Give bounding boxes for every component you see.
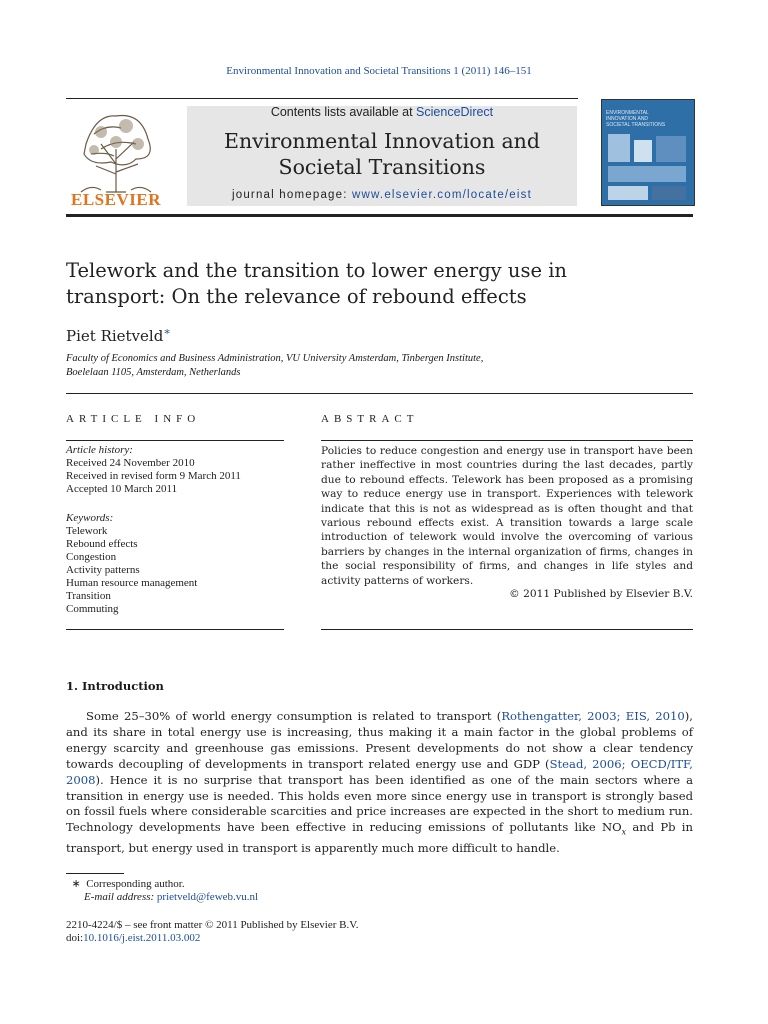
abstract-rule [321, 440, 693, 441]
affiliation [66, 352, 666, 379]
sciencedirect-link[interactable]: ScienceDirect [416, 105, 494, 119]
abstract-bottom-rule [321, 629, 693, 630]
journal-title [187, 128, 577, 180]
elsevier-wordmark: ELSEVIER [71, 190, 161, 209]
introduction-heading: 1. Introduction [66, 679, 164, 693]
article-info-rule [66, 440, 284, 441]
nox-subscript: x [621, 827, 627, 837]
homepage-prefix: journal homepage: [231, 189, 353, 201]
journal-reference[interactable]: Environmental Innovation and Societal Transitions 1 (2011) 146–151 [226, 65, 532, 77]
cover-line-3: SOCIETAL TRANSITIONS [606, 122, 666, 128]
keyword-item: Rebound effects [66, 538, 138, 550]
doi-link[interactable]: 10.1016/j.eist.2011.03.002 [83, 932, 201, 944]
doi-prefix: doi: [66, 932, 84, 944]
affiliation-line1: Faculty of Economics and Business Administration, VU University Amsterdam, Tinbergen Institute, [66, 353, 484, 364]
keyword-item: Activity patterns [66, 564, 140, 576]
info-top-rule [66, 393, 693, 394]
keywords-label: Keywords: [66, 512, 114, 524]
footnote [66, 878, 466, 904]
article-info-bottom-rule [66, 629, 284, 630]
author-line [66, 325, 171, 345]
affiliation-line2: Boelelaan 1105, Amsterdam, Netherlands [66, 366, 241, 378]
journal-cover-image [601, 99, 695, 206]
history-received: Received 24 November 2010 [66, 457, 195, 469]
intro-text-3: ). Hence it is no surprise that transport has been identified as one of the main sectors where a transition in energy use is needed. This holds even more since energy use in transport is strongly based on fossil fuels where considerable scarcities and price increases are expected in the short to medium run. Technology developments have been effective in reducing emissions of pollutants like NO [66, 772, 693, 835]
header-top-rule [66, 98, 578, 99]
keyword-item: Congestion [66, 551, 117, 563]
journal-title-line1: Environmental Innovation and [223, 129, 540, 153]
history-accepted: Accepted 10 March 2011 [66, 483, 178, 495]
article-info-heading: ARTICLE INFO [66, 413, 201, 425]
footnote-corresponding [66, 878, 466, 891]
citation-link-2[interactable]: Stead, 2006; OECD/ITF, 2008 [66, 756, 693, 787]
article-title [66, 258, 706, 310]
footnote-label: Corresponding author. [86, 878, 185, 890]
elsevier-tree-logo-icon [66, 104, 166, 204]
keyword-item: Telework [66, 525, 108, 537]
author-name: Piet Rietveld [66, 327, 164, 345]
keyword-item: Commuting [66, 603, 119, 615]
email-link[interactable]: prietveld@feweb.vu.nl [156, 891, 259, 903]
footnote-email [66, 891, 466, 904]
intro-text-4: and Pb in transport, but energy used in transport is apparently much more difficult to handle. [66, 820, 693, 855]
issn-line: 2210-4224/$ – see front matter © 2011 Published by Elsevier B.V. [66, 919, 359, 931]
contents-prefix: Contents lists available at [270, 105, 417, 119]
header-bottom-rule [66, 214, 693, 217]
footnote-rule [66, 873, 124, 874]
author-footnote-mark[interactable]: ∗ [163, 325, 171, 338]
keyword-item: Transition [66, 590, 111, 602]
keyword-item: Human resource management [66, 577, 198, 589]
journal-title-line2: Societal Transitions [278, 155, 486, 179]
issn-doi-block [66, 919, 466, 945]
article-title-line1: Telework and the transition to lower energy use in [66, 259, 567, 282]
intro-text-2: ), and its share in total energy use is increasing, thus making it a main factor in the global problems of energy scarcity and greenhouse gas emissions. Present developments do not show a clear tendency towards decoupling of developments in transport related energy use and GDP ( [66, 709, 693, 771]
citation-link-1[interactable]: Rothengatter, 2003; EIS, 2010 [501, 709, 685, 723]
email-label: E-mail address: [84, 891, 157, 903]
doi-line [66, 932, 466, 945]
article-title-line2: transport: On the relevance of rebound effects [66, 285, 527, 308]
homepage-link[interactable]: www.elsevier.com/locate/eist [352, 189, 533, 201]
contents-available [187, 105, 577, 119]
abstract-heading: ABSTRACT [321, 413, 419, 425]
intro-text-1: Some 25–30% of world energy consumption is related to transport ( [86, 709, 502, 723]
introduction-paragraph [66, 709, 693, 856]
abstract-copyright: © 2011 Published by Elsevier B.V. [509, 588, 693, 600]
footnote-mark: ∗ [71, 878, 81, 890]
article-history [66, 444, 284, 496]
journal-homepage [187, 189, 577, 201]
abstract-text: Policies to reduce congestion and energy use in transport have been rather ineffective in most countries during the last decades, partly due to rebound effects. Telework has been proposed as a promising way to reduce energy use in transport. Experiences with telework indicate that this is not as widespread as is often thought and that various rebound effects exist. A transition towards a large scale introduction of telework would involve the overcoming of various barriers by changes in the internal organization of firms, changes in the social responsibility of firms, and changes in life styles and activity patterns of workers. [321, 445, 693, 587]
history-label: Article history: [66, 444, 133, 456]
history-revised: Received in revised form 9 March 2011 [66, 470, 241, 482]
cover-line-2: INNOVATION AND [606, 116, 649, 122]
keywords [66, 512, 284, 616]
cover-line-1: ENVIRONMENTAL [606, 110, 649, 116]
